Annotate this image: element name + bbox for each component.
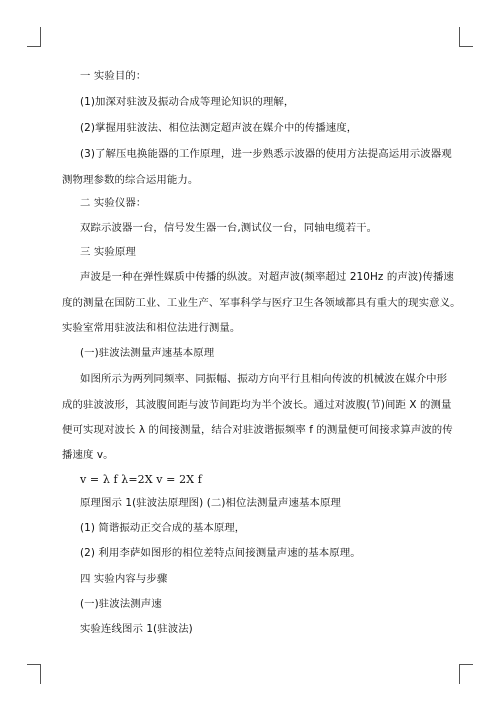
subsection-heading-standing-wave-measurement: (一)驻波法测声速 — [80, 598, 162, 610]
principle-paragraph-line: 度的测量在国防工业、工业生产、军事科学与医疗卫生各领域都具有重大的现实意义。 — [62, 297, 461, 309]
phase-method-item-2: (2) 利用李萨如图形的相位差特点间接测量声速的基本原理。 — [80, 547, 361, 559]
phase-method-item-1: (1) 简谐振动正交合成的基本原理， — [80, 522, 246, 534]
speed-formula: v = λ f λ=2X v = 2X f — [80, 473, 202, 486]
section-heading-instruments: 二 实验仪器： — [80, 197, 147, 209]
crop-mark-top-right-vertical — [459, 27, 460, 47]
subsection-heading-standing-wave: (一)驻波法测量声速基本原理 — [80, 347, 215, 359]
section-heading-procedure: 四 实验内容与步骤 — [80, 573, 168, 585]
crop-mark-bottom-left-vertical — [40, 664, 41, 684]
instrument-list: 双踪示波器一台，信号发生器一台,测试仪一台，同轴电缆若干。 — [80, 222, 378, 234]
objective-item-3-continued: 测物理参数的综合运用能力。 — [62, 174, 199, 186]
crop-mark-bottom-left-horizontal — [27, 664, 41, 665]
objective-item-2: (2)掌握用驻波法、相位法测定超声波在媒介中的传播速度， — [80, 122, 358, 134]
section-heading-principle: 三 实验原理 — [80, 246, 136, 258]
wiring-figure-caption: 实验连线图示 1(驻波法) — [80, 623, 193, 635]
standing-wave-paragraph-line: 便可实现对波长 λ 的间接测量，结合对驻波谐振频率 f 的测量便可间接求算声波的传 — [62, 424, 453, 436]
crop-mark-top-right-horizontal — [459, 46, 473, 47]
section-heading-objectives: 一 实验目的： — [80, 70, 147, 82]
standing-wave-paragraph-line: 播速度 v。 — [62, 449, 114, 461]
crop-mark-bottom-right-horizontal — [459, 664, 473, 665]
objective-item-1: (1)加深对驻波及振动合成等理论知识的理解， — [80, 96, 295, 108]
crop-mark-bottom-right-vertical — [459, 664, 460, 684]
crop-mark-top-left-horizontal — [27, 46, 41, 47]
standing-wave-paragraph-line: 如图所示为两列同频率、同振幅、振动方向平行且相向传波的机械波在媒介中形 — [80, 373, 448, 385]
principle-paragraph-line: 声波是一种在弹性媒质中传播的纵波。对超声波(频率超过 210Hz 的声波)传播速 — [80, 271, 454, 283]
standing-wave-paragraph-line: 成的驻波波形，其波腹间距与波节间距均为半个波长。通过对波腹(节)间距 X 的测量 — [62, 399, 452, 411]
crop-mark-top-left-vertical — [40, 27, 41, 47]
figure-caption-and-phase-method-heading: 原理图示 1(驻波法原理图) (二)相位法测量声速基本原理 — [80, 497, 341, 509]
objective-item-3: (3)了解压电换能器的工作原理，进一步熟悉示波器的使用方法提高运用示波器观 — [80, 148, 452, 160]
principle-paragraph-line: 实验室常用驻波法和相位法进行测量。 — [62, 322, 241, 334]
